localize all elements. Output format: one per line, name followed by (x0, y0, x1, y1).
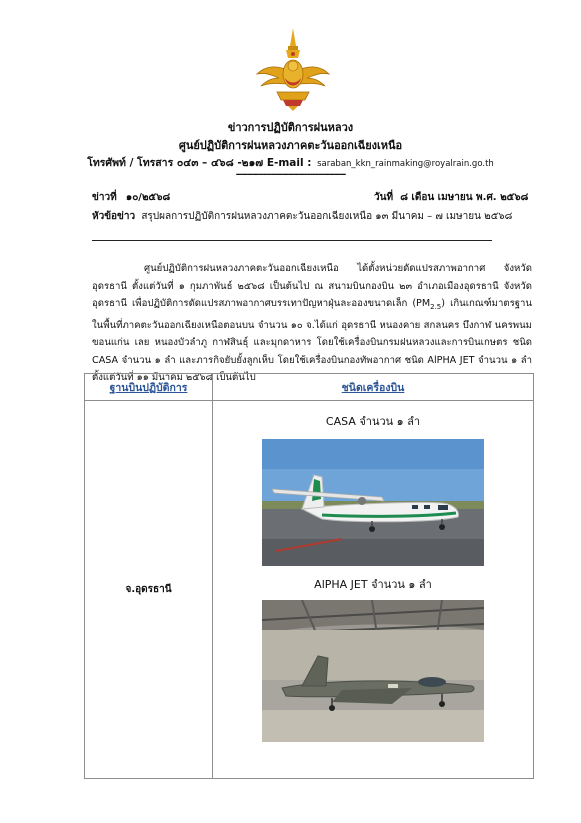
aircraft-caption-alphajet: AlPHA JET จำนวน ๑ ลำ (314, 578, 432, 591)
operations-table (84, 373, 534, 779)
table-row (85, 401, 534, 779)
alpha-jet-photo-icon (262, 600, 484, 742)
header-center-name: ศูนย์ปฏิบัติการฝนหลวงภาคตะวันออกเฉียงเหนือ (178, 139, 403, 152)
news-subject-label: หัวข้อข่าว (92, 211, 136, 222)
casa-aircraft-photo-icon (262, 439, 484, 566)
body-text-part1: ศูนย์ปฏิบัติการฝนหลวงภาคตะวันออกเฉียงเหนือ ได้ตั้งหน่วยดัดแปรสภาพอากาศ จังหวัดอุดรธานี ตั้งแต่วันที่ ๑ กุมภาพันธ์ ๒๕๖๘ เป็นต้นไป ณ สนามบินกองบิน ๒๓ อำเภอเมืองอุดรธานี จังหวัดอุดรธานี เพื่อปฏิบัติการดัดแปรสภาพอากาศบรรเทาปัญหาฝุ่นละอองขนาดเล็ก (PM (92, 263, 532, 310)
body-text-part2: ) เกินเกณฑ์มาตรฐานในพื้นที่ภาคตะวันออกเฉียงเหนือตอนบน จำนวน ๑๐ จ.ได้แก่ อุดรธานี หนองคาย สกลนคร บึงกาฬ นครพนม ขอนแก่น เลย หนองบัวลำภู กาฬสินธุ์ และมุกดาหาร โดยใช้เครื่องบินกรมฝนหลวงและการบินเกษตร ชนิด CASA จำนวน ๑ ลำ และภารกิจยับยั้งลูกเห็บ โดยใช้เครื่องบินกองทัพอากาศ ชนิด AlPHA JET จำนวน ๑ ลำ ตั้งแต่วันที่ ๑๑ มีนาคม ๒๕๖๘ เป็นต้นไป (92, 298, 532, 384)
news-date (374, 190, 528, 205)
news-number-value: ๑๐/๒๕๖๘ (125, 192, 171, 203)
news-subject-value: สรุปผลการปฏิบัติการฝนหลวงภาคตะวันออกเฉียงเหนือ ๑๓ มีนาคม – ๗ เมษายน ๒๕๖๘ (141, 211, 513, 222)
pm-subscript: 2.5 (430, 303, 442, 312)
section-rule (92, 240, 492, 241)
aircraft-cell (213, 401, 534, 779)
news-date-label: วันที่ (374, 192, 394, 203)
table-header-row (85, 374, 534, 401)
news-number (92, 190, 170, 205)
base-cell: จ.อุดรธานี (85, 401, 213, 779)
header-email: saraban_kkn_rainmaking@royalrain.go.th (317, 159, 494, 169)
royal-rainmaking-emblem-icon (255, 26, 331, 112)
col-header-base: ฐานบินปฏิบัติการ (85, 374, 213, 401)
header-title: ข่าวการปฏิบัติการฝนหลวง (227, 121, 354, 134)
header-contact (0, 154, 581, 171)
news-date-value: ๘ เดือน เมษายน พ.ศ. ๒๕๖๘ (400, 192, 529, 203)
header-phone: โทรศัพท์ / โทรสาร ๐๔๓ – ๔๖๘ -๒๑๗ E-mail : (87, 157, 312, 169)
aircraft-caption-casa: CASA จำนวน ๑ ลำ (325, 415, 421, 428)
news-subject (92, 209, 512, 224)
header-divider: ---------------------------------------- (235, 170, 346, 180)
news-number-label: ข่าวที่ (92, 192, 117, 203)
body-paragraph (92, 260, 532, 387)
col-header-aircraft: ชนิดเครื่องบิน (213, 374, 534, 401)
